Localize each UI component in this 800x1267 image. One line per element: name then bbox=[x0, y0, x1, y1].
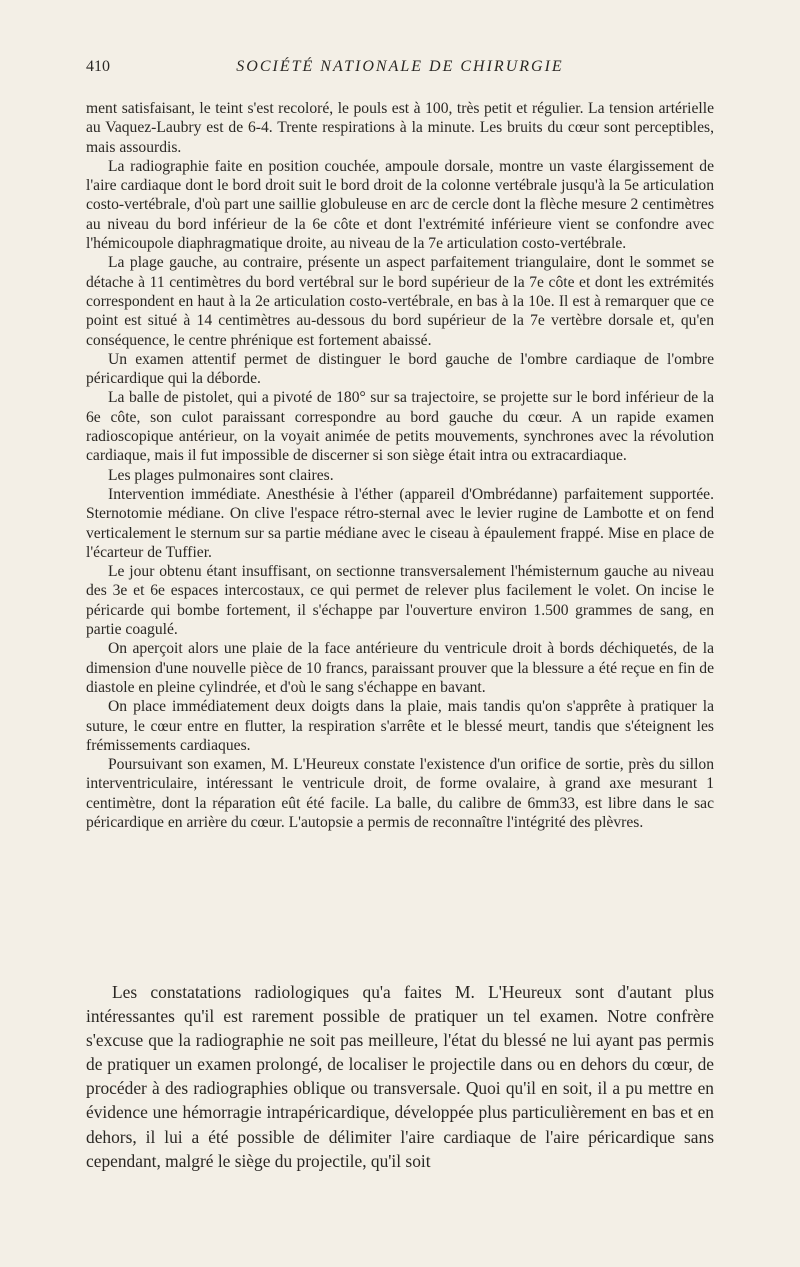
paragraph: Les plages pulmonaires sont claires. bbox=[108, 466, 334, 484]
paragraph: Intervention immédiate. Anesthésie à l'éther (appareil d'Ombrédanne) parfaitement supportée. Sternotomie médiane. On clive l'espace rétro-sternal avec le levier rugine de Lambotte et on fend verticalement le sternum sur sa partie médiane avec le ciseau à épaulement frappé. Mise en place de l'écarteur de Tuffier. bbox=[86, 485, 714, 561]
paragraph: On aperçoit alors une plaie de la face antérieure du ventricule droit à bords déchiquetés, de la dimension d'une nouvelle pièce de 10 francs, paraissant prouver que la blessure a été reçue en fin de diastole en pleine cylindrée, et d'où le sang s'échappe en bavant. bbox=[86, 640, 714, 696]
paragraph: Poursuivant son examen, M. L'Heureux constate l'existence d'un orifice de sortie, près du sillon interventriculaire, intéressant le ventricule droit, de forme ovalaire, à grand axe mesurant 1 centimètre, dont la réparation eût été facile. La balle, du calibre de 6mm33, est libre dans le sac péricardique en arrière du cœur. L'autopsie a permis de reconnaître l'intégrité des plèvres. bbox=[86, 756, 714, 831]
page-header bbox=[86, 58, 714, 86]
paragraph: Les constatations radiologiques qu'a faites M. L'Heureux sont d'autant plus intéressantes qu'il est rarement possible de pratiquer un tel examen. Notre confrère s'excuse que la radiographie ne soit pas meilleure, l'état du blessé ne lui ayant pas permis de pratiquer un examen prolongé, de localiser le projectile dans ou en dehors du cœur, de procéder à des radiographies oblique ou transversale. Quoi qu'il en soit, il a pu mettre en évidence une hémorragie intrapéricardique, développée plus particulièrement en bas et en dehors, il lui a été possible de délimiter l'aire cardiaque de l'aire péricardique sans cependant, malgré le siège du projectile, qu'il soit bbox=[86, 982, 714, 1171]
running-title: SOCIÉTÉ NATIONALE DE CHIRURGIE bbox=[236, 58, 564, 75]
paragraph: Le jour obtenu étant insuffisant, on sectionne transversalement l'hémisternum gauche au niveau des 3e et 6e espaces intercostaux, ce qui permet de relever plus facilement le volet. On incise le péricarde qui bombe fortement, il s'échappe par l'ouverture environ 1.500 grammes de sang, en partie coagulé. bbox=[86, 563, 714, 639]
paragraph: La radiographie faite en position couchée, ampoule dorsale, montre un vaste élargissement de l'aire cardiaque dont le bord droit suit le bord droit de la colonne vertébrale jusqu'à la 5e articulation costo-vertébrale, d'où part une saillie globuleuse en arc de cercle dont la flèche mesure 2 centimètres au niveau du bord inférieur de la 6e côte et dont l'extrémité inférieure vient se confondre avec l'hémicoupole diaphragmatique droite, au niveau de la 7e articulation costo-vertébrale. bbox=[86, 157, 715, 253]
paragraph: On place immédiatement deux doigts dans la plaie, mais tandis qu'on s'apprête à pratiquer la suture, le cœur entre en flutter, la respiration s'arrête et le blessé meurt, tandis que s'éteignent les frémissements cardiaques. bbox=[86, 698, 714, 754]
paragraph: La plage gauche, au contraire, présente un aspect parfaitement triangulaire, dont le sommet se détache à 11 centimètres du bord vertébral sur le bord supérieur de la 7e côte et dont les extrémités correspondent en haut à la 2e articulation costo-vertébrale, en bas à la 10e. Il est à remarquer que ce point est situé à 14 centimètres au-dessous du bord supérieur de la 7e vertèbre dorsale et, qu'en conséquence, le centre phrénique est fortement abaissé. bbox=[86, 254, 714, 349]
paragraph: ment satisfaisant, le teint s'est recoloré, le pouls est à 100, très petit et régulier. La tension artérielle au Vaquez-Laubry est de 6-4. Trente respirations à la minute. Les bruits du cœur sont perceptibles, mais assourdis. bbox=[86, 100, 714, 156]
paragraph: La balle de pistolet, qui a pivoté de 180° sur sa trajectoire, se projette sur le bord inférieur de la 6e côte, son culot paraissant correspondre au bord gauche du cœur. A un rapide examen radioscopique antérieur, on la voyait animée de petits mouvements, synchrones avec la révolution cardiaque, mais il fut impossible de discerner si son siège était intra ou extracardiaque. bbox=[86, 389, 714, 465]
commentary bbox=[86, 980, 714, 1173]
case-report bbox=[86, 99, 714, 832]
paragraph: Un examen attentif permet de distinguer le bord gauche de l'ombre cardiaque de l'ombre péricardique qui la déborde. bbox=[86, 350, 714, 388]
page-number: 410 bbox=[86, 58, 110, 75]
